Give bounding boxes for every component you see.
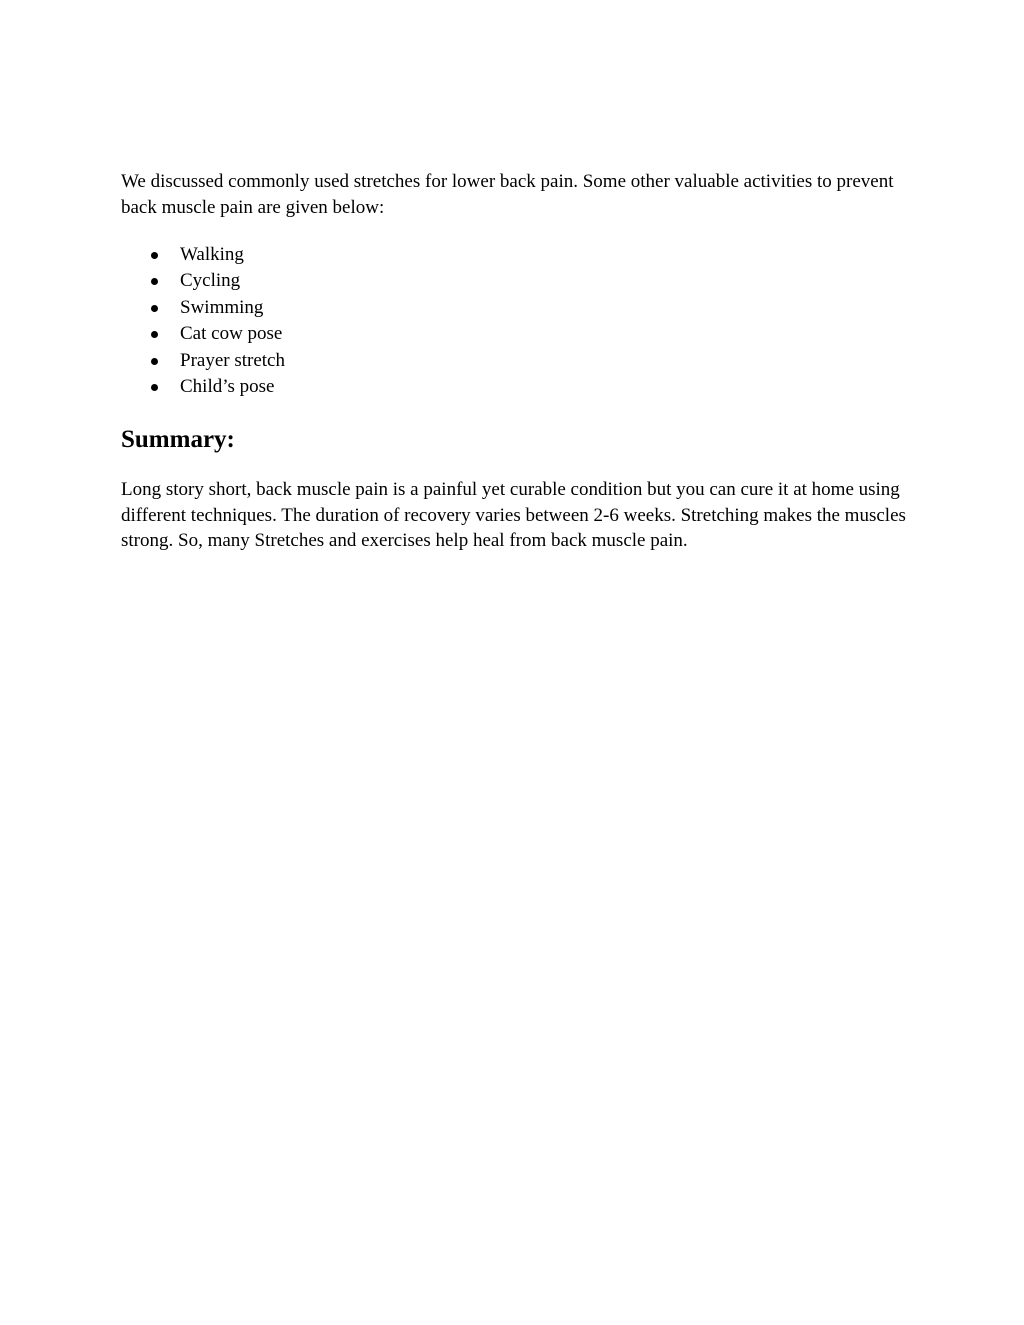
list-item-text: Child’s pose: [180, 376, 275, 398]
list-item-text: Cycling: [180, 270, 241, 292]
bullet-icon: [151, 305, 158, 312]
intro-paragraph: We discussed commonly used stretches for lower back pain. Some other valuable activities to prevent back muscle pain are given below:: [121, 171, 894, 218]
activities-list: [121, 242, 911, 400]
document-body: [121, 169, 911, 554]
list-item-text: Cat cow pose: [180, 323, 283, 345]
bullet-icon: [151, 278, 158, 285]
list-item: [121, 321, 911, 347]
list-item: [121, 268, 911, 294]
list-item: [121, 348, 911, 374]
summary-heading: Summary:: [121, 426, 235, 454]
bullet-icon: [151, 331, 158, 338]
list-item: [121, 242, 911, 268]
bullet-icon: [151, 384, 158, 391]
list-item: [121, 295, 911, 321]
list-item-text: Swimming: [180, 296, 264, 318]
list-item-text: Walking: [180, 244, 244, 265]
list-item: [121, 374, 911, 400]
bullet-icon: [151, 252, 158, 259]
summary-paragraph: Long story short, back muscle pain is a painful yet curable condition but you can cure it at home using different techniques. The duration of recovery varies between 2-6 weeks. Stretching makes the muscles strong. So, many Stretches and exercises help heal from back muscle pain.: [121, 479, 906, 552]
bullet-icon: [151, 358, 158, 365]
list-item-text: Prayer stretch: [180, 349, 285, 371]
